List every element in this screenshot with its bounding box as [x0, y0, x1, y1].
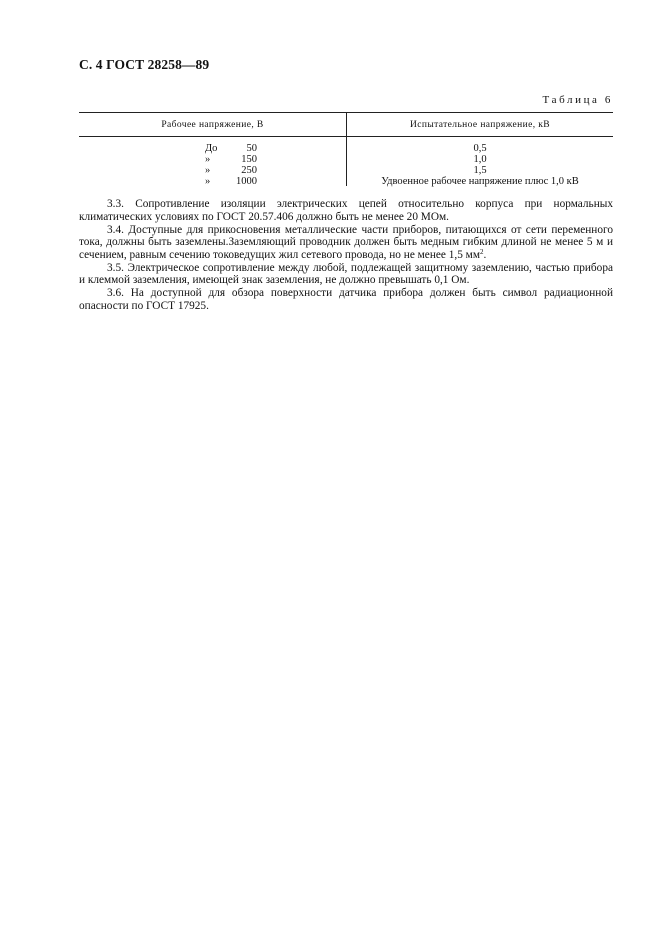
voltage-prefix: »	[205, 165, 211, 176]
paragraph-3-3: 3.3. Сопротивление изоляции электрических цепей относительно корпуса при нормальных климатических условиях по ГОСТ 20.57.406 должно быть не менее 20 МОм.	[79, 198, 613, 223]
paragraph-3-4-text: 3.4. Доступные для прикосновения металлические части приборов, питающихся от сети переменного тока, должны быть заземлены.Заземляющий проводник должен быть медным гибким длиной не менее 5 м и сечением, равным сечению токоведущих жил сетевого провода, но не менее 1,5 мм	[79, 223, 613, 261]
voltage-value: 1000	[236, 176, 257, 187]
voltage-value: 250	[241, 165, 257, 176]
test-voltage-cell: 1,5	[473, 165, 487, 176]
paragraph-3-4-end: .	[483, 248, 487, 261]
column-header-working-voltage: Рабочее напряжение, В	[161, 120, 264, 130]
paragraph-3-4	[79, 224, 613, 262]
column-header-test-voltage: Испытательное напряжение, кВ	[409, 120, 551, 130]
voltage-prefix: »	[205, 154, 211, 165]
page-header: С. 4 ГОСТ 28258—89	[79, 57, 210, 72]
voltage-prefix: »	[205, 176, 211, 187]
paragraph-3-6: 3.6. На доступной для обзора поверхности датчика прибора должен быть символ радиационной опасности по ГОСТ 17925.	[79, 287, 613, 312]
voltage-value: 150	[241, 154, 257, 165]
table-row	[79, 143, 613, 154]
document-body	[79, 198, 613, 312]
table-row	[79, 165, 613, 176]
test-voltage-cell: 0,5	[473, 143, 487, 154]
test-voltage-cell: 1,0	[473, 154, 487, 165]
table-body	[79, 143, 613, 187]
working-voltage-cell	[205, 143, 257, 154]
table-row	[79, 176, 613, 187]
test-voltage-cell: Удвоенное рабочее напряжение плюс 1,0 кВ	[381, 176, 579, 187]
working-voltage-cell	[205, 154, 257, 165]
table-label: Таблица 6	[542, 94, 613, 106]
voltage-table	[79, 112, 613, 186]
voltage-value: 50	[246, 143, 257, 154]
paragraph-3-5: 3.5. Электрическое сопротивление между любой, подлежащей защитному заземлению, частью прибора и клеммой заземления, имеющей знак заземления, не должно превышать 0,1 Ом.	[79, 261, 613, 286]
voltage-prefix: До	[205, 143, 218, 154]
table-row	[79, 154, 613, 165]
working-voltage-cell	[205, 176, 257, 187]
working-voltage-cell	[205, 165, 257, 176]
superscript: 2	[479, 247, 484, 256]
